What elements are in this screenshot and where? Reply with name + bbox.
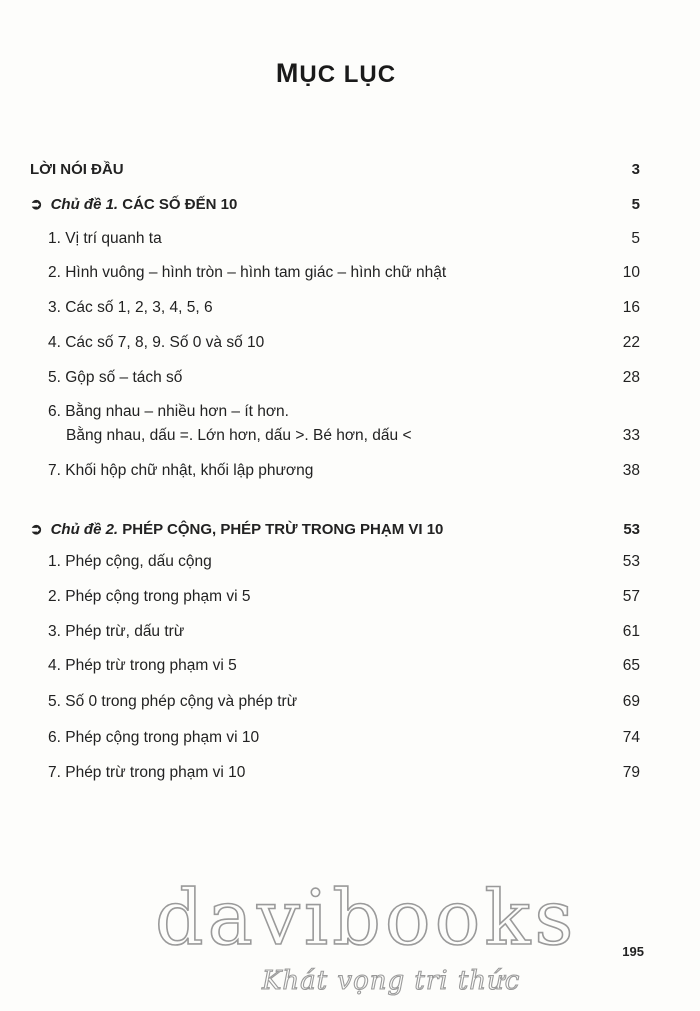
toc-item[interactable]: 4. Các số 7, 8, 9. Số 0 và số 10 22 (48, 334, 640, 351)
toc-item[interactable]: 1. Phép cộng, dấu cộng 53 (48, 553, 640, 570)
toc-item[interactable]: 6. Phép cộng trong phạm vi 10 74 (48, 729, 640, 746)
topic-name: CÁC SỐ ĐẾN 10 (122, 196, 238, 213)
arrow-icon: ➲ (30, 521, 43, 538)
toc-item[interactable]: 3. Phép trừ, dấu trừ 61 (48, 623, 640, 640)
toc-item[interactable]: 2. Phép cộng trong phạm vi 5 57 (48, 588, 640, 605)
toc-item[interactable]: 2. Hình vuông – hình tròn – hình tam giác – hình chữ nhật 10 (48, 264, 640, 281)
toc-topic-page: 53 (623, 520, 640, 538)
page-number: 195 (622, 944, 644, 959)
topic-prefix: Chủ đề 1. (50, 196, 119, 213)
toc-preface-page: 3 (631, 160, 640, 178)
toc-topic-1[interactable] (30, 192, 640, 216)
toc-item[interactable]: 6. Bằng nhau – nhiều hơn – ít hơn. Bằng nhau, dấu =. Lớn hơn, dấu >. Bé hơn, dấu < 33 (48, 403, 640, 444)
toc-item[interactable]: 3. Các số 1, 2, 3, 4, 5, 6 16 (48, 299, 640, 316)
topic-name: PHÉP CỘNG, PHÉP TRỪ TRONG PHẠM VI 10 (122, 521, 444, 538)
watermark-logo: davibooks (155, 873, 578, 962)
page-title: MỤC LỤC (275, 58, 397, 88)
toc-item[interactable]: 7. Khối hộp chữ nhật, khối lập phương 38 (48, 462, 640, 479)
toc-item[interactable]: 1. Vị trí quanh ta 5 (48, 230, 640, 247)
toc-item[interactable]: 5. Gộp số – tách số 28 (48, 369, 640, 386)
toc-preface-label: LỜI NÓI ĐẦU (30, 160, 124, 178)
topic-prefix: Chủ đề 2. (50, 521, 119, 538)
watermark-tagline: Khát vọng tri thức (262, 966, 521, 996)
toc-topic-page: 5 (631, 195, 640, 213)
arrow-icon: ➲ (30, 196, 43, 213)
toc-preface[interactable] (30, 157, 640, 181)
toc-item[interactable]: 5. Số 0 trong phép cộng và phép trừ 69 (48, 693, 640, 710)
toc-item[interactable]: 4. Phép trừ trong phạm vi 5 65 (48, 657, 640, 674)
toc-topic-2[interactable] (30, 517, 640, 541)
toc-item[interactable]: 7. Phép trừ trong phạm vi 10 79 (48, 764, 640, 781)
